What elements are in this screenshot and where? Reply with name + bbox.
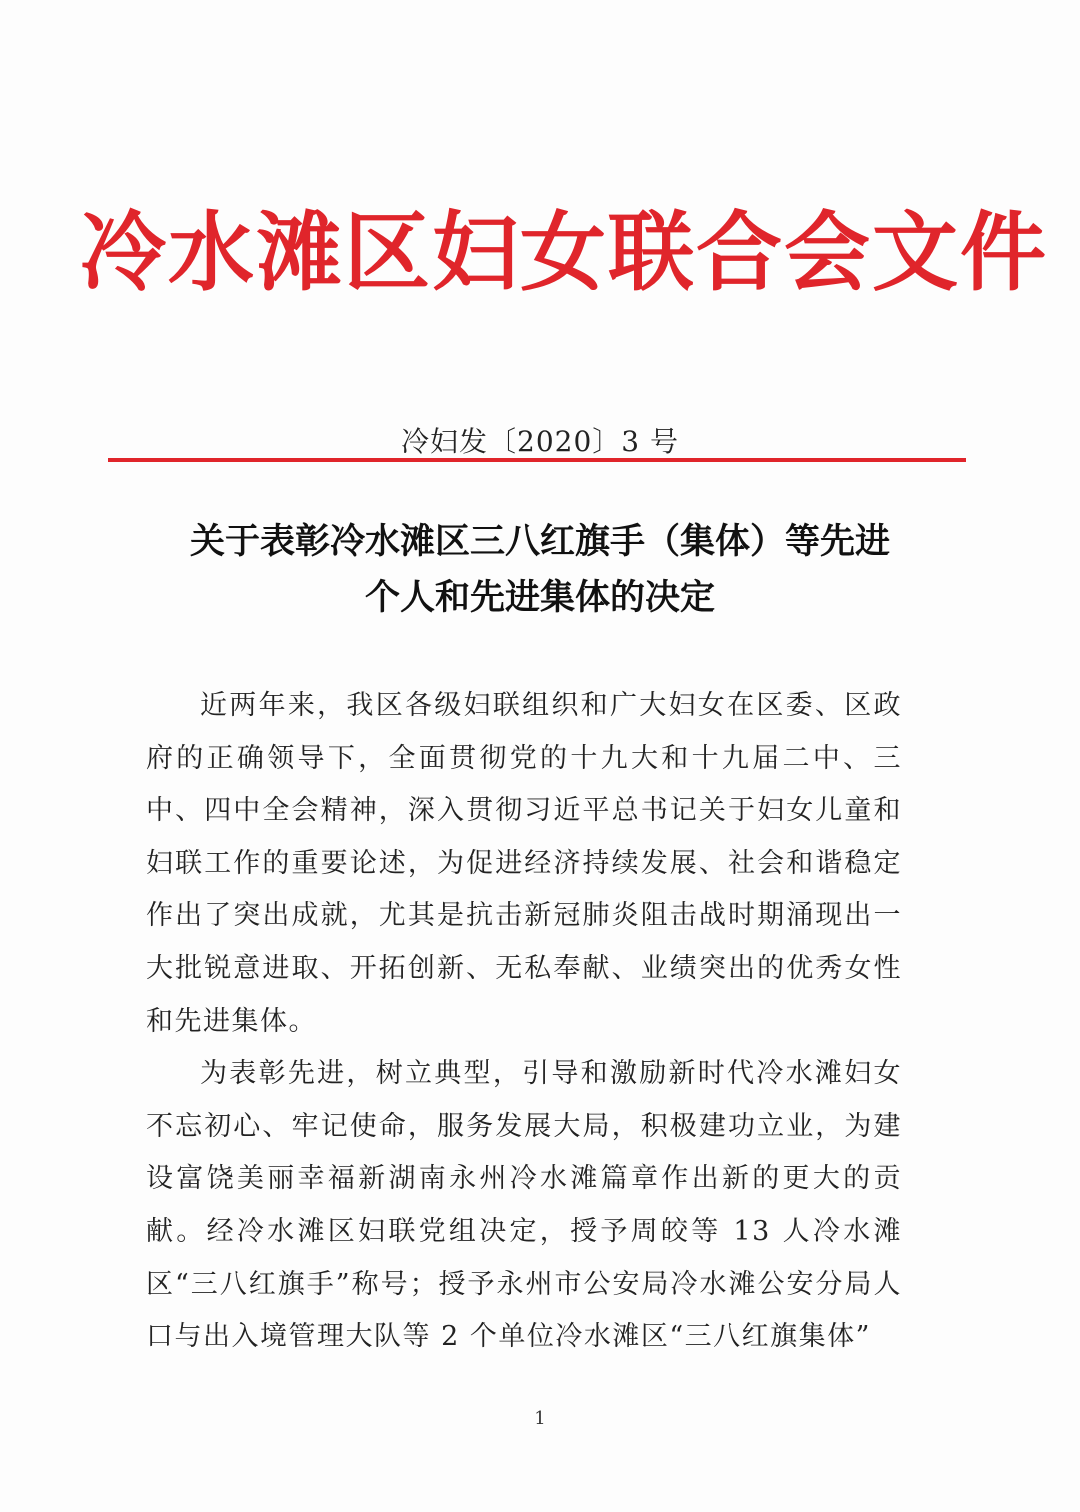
document-title-line-2: 个人和先进集体的决定: [364, 578, 715, 618]
body-paragraph-1: 近两年来，我区各级妇联组织和广大妇女在区委、区政府的正确领导下，全面贯彻党的十九大和十九届二中、三中、四中全会精神，深入贯彻习近平总书记关于妇女儿童和妇联工作的重要论述，为促进经济持续发展、社会和谐稳定作出了突出成就，尤其是抗击新冠肺炎阻击战时期涌现出一大批锐意进取、开拓创新、无私奉献、业绩突出的优秀女性和先进集体。: [146, 690, 902, 1037]
document-body: [146, 680, 902, 1364]
document-number: 冷妇发〔2020〕3 号: [401, 425, 679, 458]
page-number: 1: [534, 1408, 546, 1429]
body-paragraph-2: 为表彰先进，树立典型，引导和激励新时代冷水滩妇女不忘初心、牢记使命，服务发展大局，积极建功立业，为建设富饶美丽幸福新湖南永州冷水滩篇章作出新的更大的贡献。经冷水滩区妇联党组决定，授予周皎等 13 人冷水滩区“三八红旗手”称号；授予永州市公安局冷水滩公安分局人口与出入境管理大队等 2 个单位冷水滩区“三八红旗集体”: [146, 1058, 902, 1353]
issuing-organization-header: 冷水滩区妇女联合会文件: [80, 202, 1048, 303]
document-title: [100, 514, 980, 626]
document-title-line-1: 关于表彰冷水滩区三八红旗手（集体）等先进: [189, 522, 890, 562]
red-divider-line: [108, 458, 966, 462]
